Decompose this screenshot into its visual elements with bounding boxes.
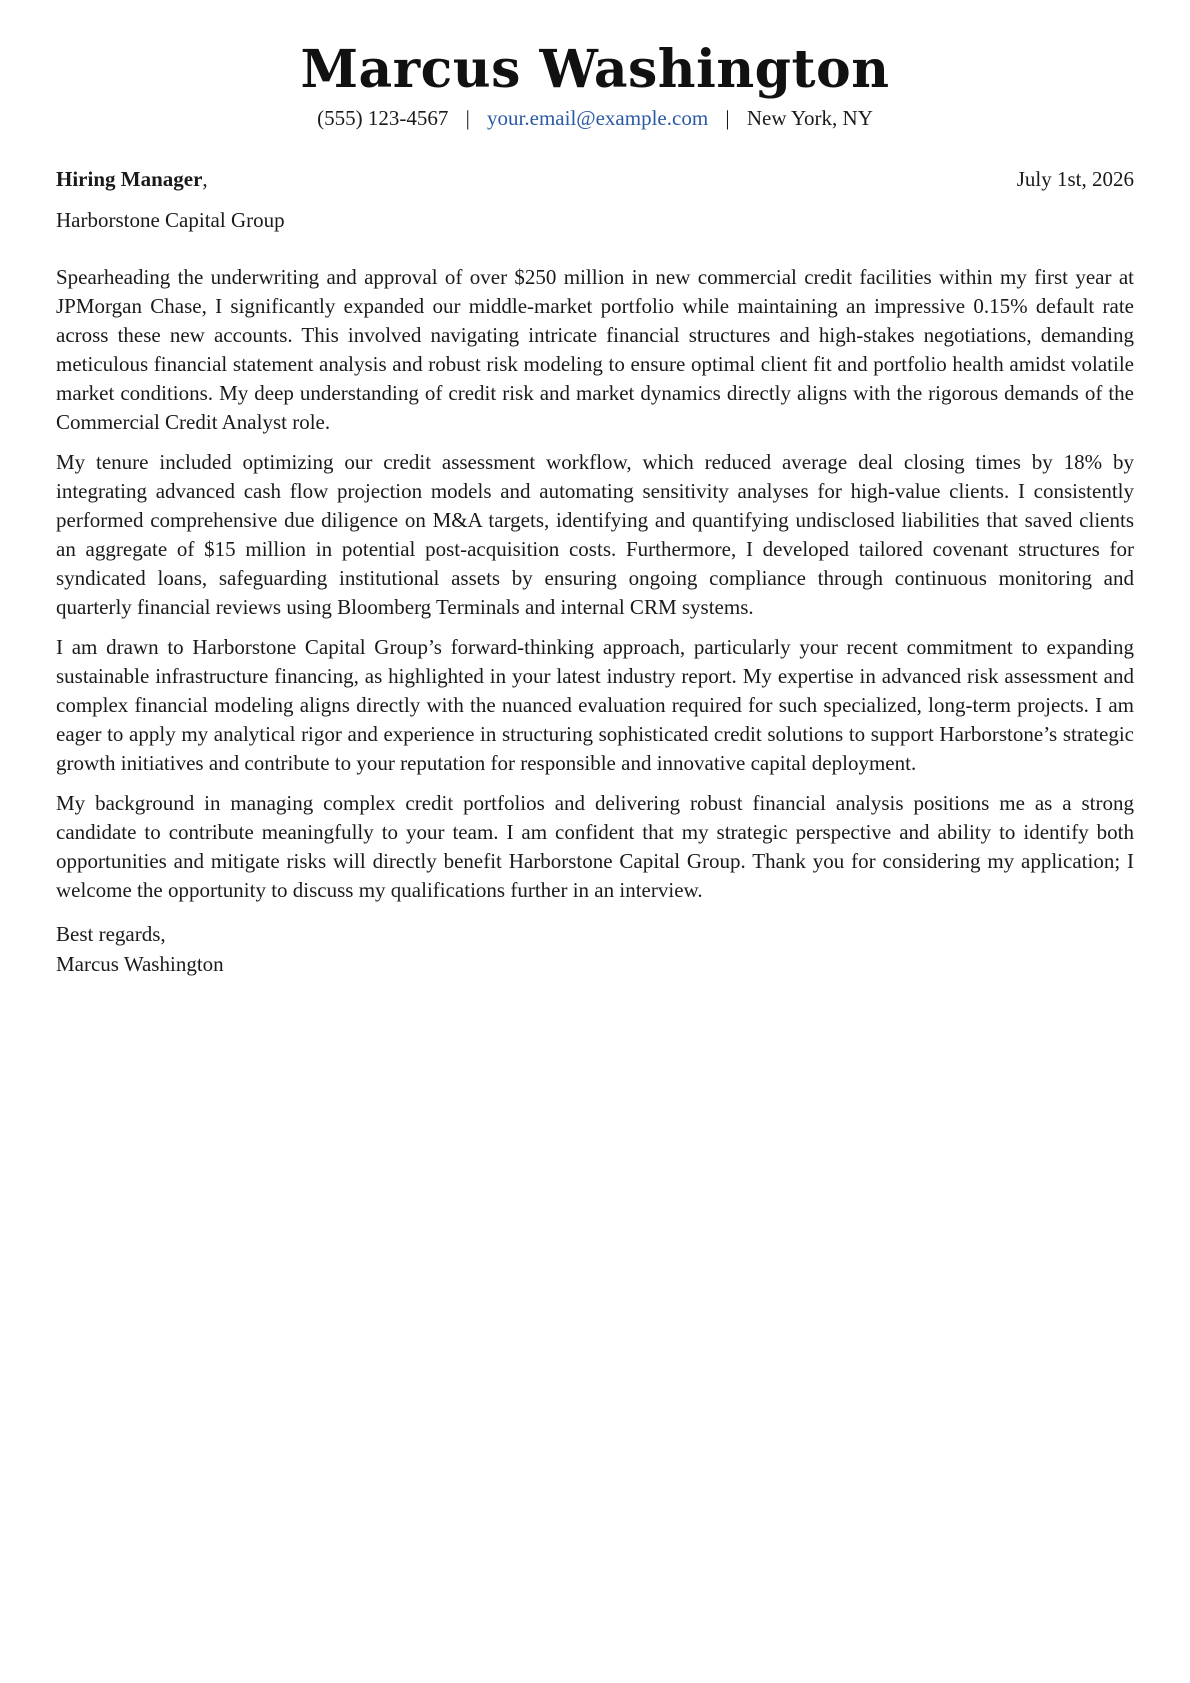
email-link[interactable]: your.email@example.com <box>487 105 709 130</box>
letter-body <box>56 263 1134 905</box>
body-paragraph: Spearheading the underwriting and approval of over $250 million in new commercial credit facilities within my first year at JPMorgan Chase, I significantly expanded our middle-market portfolio while maintaining an impressive 0.15% default rate across these new accounts. This involved navigating intricate financial structures and high-stakes negotiations, demanding meticulous financial statement analysis and robust risk modeling to ensure optimal client fit and portfolio health amidst volatile market conditions. My deep understanding of credit risk and market dynamics directly aligns with the rigorous demands of the Commercial Credit Analyst role. <box>56 264 1134 434</box>
contact-line <box>56 106 1134 131</box>
recipient-comma: , <box>202 166 208 191</box>
recipient-row <box>56 167 1134 192</box>
body-paragraph: My background in managing complex credit portfolios and delivering robust financial analysis positions me as a strong candidate to contribute meaningfully to your team. I am confident that my strategic perspective and ability to identify both opportunities and mitigate risks will directly benefit Harborstone Capital Group. Thank you for considering my application; I welcome the opportunity to discuss my qualifications further in an interview. <box>56 790 1134 902</box>
applicant-name: Marcus Washington <box>300 39 890 100</box>
body-paragraph: I am drawn to Harborstone Capital Group’s forward-thinking approach, particularly your recent commitment to expanding sustainable infrastructure financing, as highlighted in your latest industry report. My expertise in advanced risk assessment and complex financial modeling aligns directly with the nuanced evaluation required for such specialized, long-term projects. I am eager to apply my analytical rigor and experience in structuring sophisticated credit solutions to support Harborstone’s strategic growth initiatives and contribute to your reputation for responsible and innovative capital deployment. <box>56 634 1134 775</box>
recipient-company: Harborstone Capital Group <box>56 207 285 232</box>
recipient <box>56 167 208 192</box>
closing-salutation: Best regards, <box>56 921 166 946</box>
letter-date: July 1st, 2026 <box>1016 166 1134 191</box>
contact-separator: | <box>465 105 470 130</box>
phone-number: (555) 123-4567 <box>317 105 449 130</box>
body-paragraph: My tenure included optimizing our credit assessment workflow, which reduced average deal closing times by 18% by integrating advanced cash flow projection models and automating sensitivity analyses for high-value clients. I consistently performed comprehensive due diligence on M&A targets, identifying and quantifying undisclosed liabilities that saved clients an aggregate of $15 million in potential post-acquisition costs. Furthermore, I developed tailored covenant structures for syndicated loans, safeguarding institutional assets by ensuring ongoing compliance through continuous monitoring and quarterly financial reviews using Bloomberg Terminals and internal CRM systems. <box>56 449 1134 619</box>
letter-closing <box>56 919 1134 979</box>
location: New York, NY <box>746 105 873 130</box>
recipient-name: Hiring Manager <box>56 166 203 191</box>
closing-signature: Marcus Washington <box>56 951 224 976</box>
contact-separator: | <box>725 105 730 130</box>
